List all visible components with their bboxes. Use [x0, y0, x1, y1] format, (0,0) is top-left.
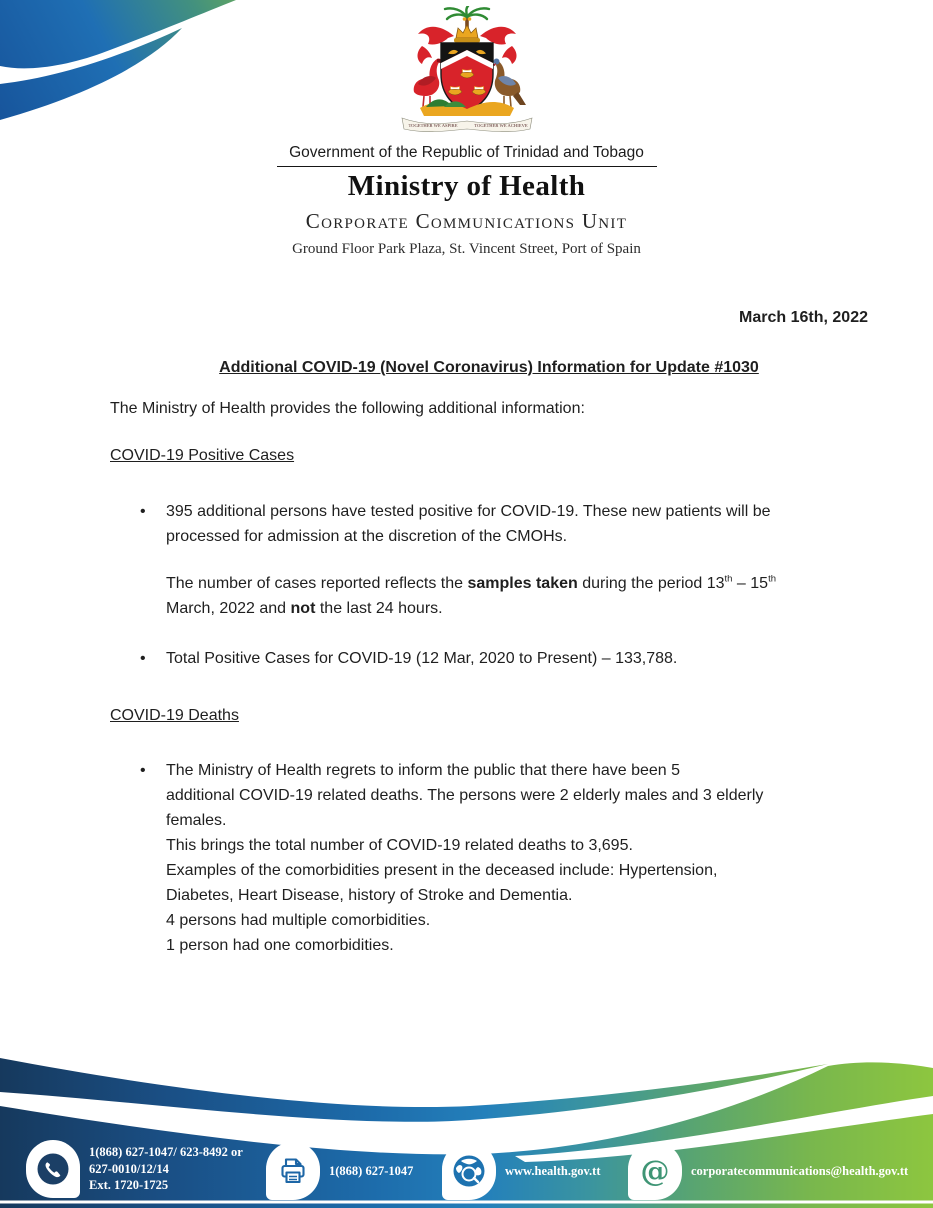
fax-number: 1(868) 627-1047: [329, 1163, 414, 1178]
text-line: 395 additional persons have tested positive for COVID-19. These new patients will be: [166, 503, 771, 520]
text-line: Ext. 1720-1725: [89, 1178, 169, 1193]
total-cases-text: Total Positive Cases for COVID-19 (12 Mar, 2020 to Present) – 133,788.: [166, 650, 678, 667]
superscript: th: [724, 573, 733, 585]
website-contact: [442, 1142, 601, 1200]
positive-cases-heading: COVID-19 Positive Cases: [110, 447, 295, 464]
text-line: Diabetes, Heart Disease, history of Stroke and Dementia.: [166, 887, 573, 904]
document-body: [110, 305, 868, 980]
unit-title: Corporate Communications Unit: [305, 209, 628, 233]
text-line: The Ministry of Health regrets to inform the public that there have been 5: [166, 762, 681, 779]
positive-cases-bullet-1-text: [166, 499, 868, 549]
fax-contact: [266, 1142, 413, 1200]
motto-left-text: TOGETHER WE ASPIRE: [407, 123, 458, 128]
phone-contact: [26, 1140, 243, 1198]
text-run: during the period 13: [577, 575, 725, 592]
text-line: females.: [166, 812, 227, 829]
text-run: March, 2022 and: [166, 600, 291, 617]
text-line: 1 person had one comorbidities.: [166, 937, 394, 954]
phone-numbers: [89, 1144, 243, 1194]
at-icon: [628, 1142, 682, 1200]
superscript: th: [768, 573, 777, 585]
deaths-heading: COVID-19 Deaths: [110, 707, 239, 724]
text-run: – 15: [732, 575, 769, 592]
bullet-marker: •: [140, 503, 146, 520]
text-line: 627-0010/12/14: [89, 1161, 169, 1176]
address-line: Ground Floor Park Plaza, St. Vincent Street, Port of Spain: [292, 241, 641, 257]
text-run: the last 24 hours.: [315, 600, 443, 617]
text-line: 1(868) 627-1047/ 623-8492 or: [89, 1145, 243, 1160]
text-line: additional COVID-19 related deaths. The persons were 2 elderly males and 3 elderly: [166, 787, 764, 804]
text-run: The number of cases reported reflects the: [166, 575, 468, 592]
phone-icon: [26, 1140, 80, 1198]
government-line: Government of the Republic of Trinidad and Tobago: [289, 144, 644, 161]
date-line: March 16th, 2022: [739, 309, 868, 326]
text-line: [166, 596, 868, 621]
printer-icon: [266, 1142, 320, 1200]
deaths-bullet-text: [166, 758, 868, 958]
text-run-bold: not: [290, 600, 316, 617]
crown: [454, 25, 480, 43]
shield: [441, 43, 493, 112]
text-line: Examples of the comorbidities present in the deceased include: Hypertension,: [166, 862, 718, 879]
text-line: processed for admission at the discretion of the CMOHs.: [166, 528, 568, 545]
deaths-bullet: [110, 758, 868, 958]
email-contact: [628, 1142, 909, 1200]
cocrico-bird: [492, 59, 526, 108]
ministry-title: Ministry of Health: [347, 170, 586, 202]
motto-right-text: TOGETHER WE ACHIEVE: [473, 123, 528, 128]
bullet-marker: •: [140, 762, 146, 779]
text-line: This brings the total number of COVID-19 related deaths to 3,695.: [166, 837, 633, 854]
at-symbol: @: [640, 1153, 670, 1188]
text-line: [166, 571, 868, 596]
positive-cases-bullet-2: [110, 646, 868, 671]
coat-of-arms: [392, 6, 542, 145]
bullet-marker: •: [140, 650, 146, 667]
intro-line: The Ministry of Health provides the following additional information:: [110, 400, 585, 417]
letterhead: [0, 144, 933, 258]
website-url: www.health.gov.tt: [505, 1163, 601, 1178]
globe-icon: [442, 1142, 496, 1200]
positive-cases-bullet-1: [110, 499, 868, 549]
document-title: Additional COVID-19 (Novel Coronavirus) Information for Update #1030: [219, 359, 759, 376]
email-address: corporatecommunications@health.gov.tt: [691, 1163, 909, 1178]
text-line: 4 persons had multiple comorbidities.: [166, 912, 431, 929]
header-divider: [277, 166, 657, 167]
text-run-bold: samples taken: [467, 575, 578, 592]
samples-note: [166, 571, 868, 621]
motto-scroll: [402, 118, 532, 132]
